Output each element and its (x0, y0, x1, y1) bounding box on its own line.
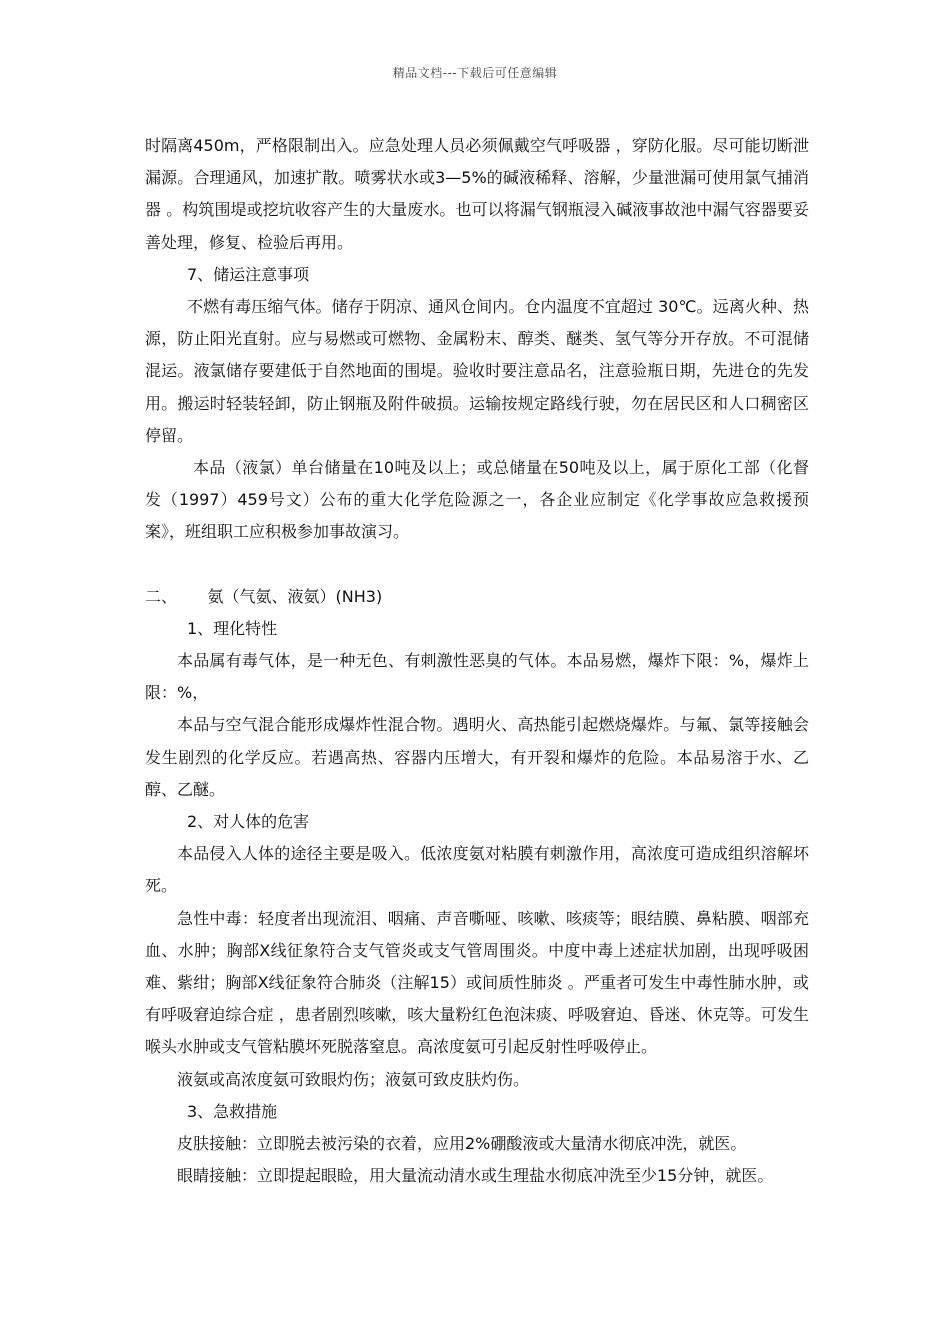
paragraph-explosive-mixture: 本品与空气混合能形成爆炸性混合物。遇明火、高热能引起燃烧爆炸。与氟、氯等接触会发生剧烈的化学反应。若遇高热、容器内压增大，有开裂和爆炸的危险。本品易溶于水、乙醇、乙醚。 (145, 715, 809, 799)
heading-first-aid: 3、急救措施 (187, 1101, 278, 1121)
heading-storage-transport: 7、储运注意事项 (187, 264, 310, 284)
paragraph-intake-route: 本品侵入人体的途径主要是吸入。低浓度氨对粘膜有刺激作用，高浓度可造成组织溶解坏死。 (145, 844, 809, 896)
paragraph-burns: 液氨或高浓度氨可致眼灼伤；液氨可致皮肤灼伤。 (177, 1069, 530, 1089)
paragraph-acute-poisoning: 急性中毒：轻度者出现流泪、咽痛、声音嘶哑、咳嗽、咳痰等；眼结膜、鼻粘膜、咽部充血、水肿；胸部X线征象符合支气管炎或支气管周围炎。中度中毒上述症状加剧，出现呼吸困难、紫绀；胸部X线征象符合肺炎（注解15）或间质性肺炎 。严重者可发生中毒性肺水肿，或有呼吸窘迫综合症 ，患者剧烈咳嗽，咳大量粉红色泡沫痰、呼吸窘迫、昏迷、休克等。可发生喉头水肿或支气管粘膜坏死脱落窒息。高浓度氨可引起反射性呼吸停止。 (145, 908, 809, 1057)
document-body (145, 130, 809, 1193)
heading-physicochemical: 1、理化特性 (187, 618, 278, 638)
paragraph-skin-contact: 皮肤接触：立即脱去被污染的衣着，应用2%硼酸液或大量清水彻底冲洗，就医。 (177, 1134, 747, 1154)
section-gap (145, 549, 809, 581)
section-title-ammonia: 二、 氨（气氨、液氨）(NH3) (145, 586, 383, 606)
paragraph-eye-contact: 眼睛接触：立即提起眼睑，用大量流动清水或生理盐水彻底冲洗至少15分钟，就医。 (177, 1166, 774, 1186)
page-header: 精品文档---下载后可任意编辑 (392, 66, 558, 80)
paragraph-storage-transport: 不燃有毒压缩气体。储存于阴凉、通风仓间内。仓内温度不宜超过 30℃。远离火种、热源，防止阳光直射。应与易燃或可燃物、金属粉末、醇类、醚类、氢气等分开存放。不可混储混运。液氯储存要建低于自然地面的围堤。验收时要注意品名，注意验瓶日期，先进仓的先发用。搬运时轻装轻卸，防止钢瓶及附件破损。运输按规定路线行驶，勿在居民区和人口稠密区停留。 (145, 297, 809, 445)
paragraph-leak-handling: 时隔离450m，严格限制出入。应急处理人员必须佩戴空气呼吸器 ，穿防化服。尽可能切断泄漏源。合理通风，加速扩散。喷雾状水或3—5%的碱液稀释、溶解，少量泄漏可使用氯气捕消器 。构筑围堤或挖坑收容产生的大量废水。也可以将漏气钢瓶浸入碱液事故池中漏气容器要妥善处理，修复、检验后再用。 (145, 136, 809, 252)
paragraph-toxic-gas: 本品属有毒气体，是一种无色、有刺激性恶臭的气体。本品易燃，爆炸下限：%，爆炸上限：%， (145, 651, 809, 703)
heading-health-hazard: 2、对人体的危害 (187, 812, 310, 832)
paragraph-major-hazard: 本品（液氯）单台储量在10吨及以上；或总储量在50吨及以上，属于原化工部（化督发（1997）459号文）公布的重大化学危险源之一，各企业应制定《化学事故应急救援预案》，班组职工应积极参加事故演习。 (145, 458, 809, 542)
